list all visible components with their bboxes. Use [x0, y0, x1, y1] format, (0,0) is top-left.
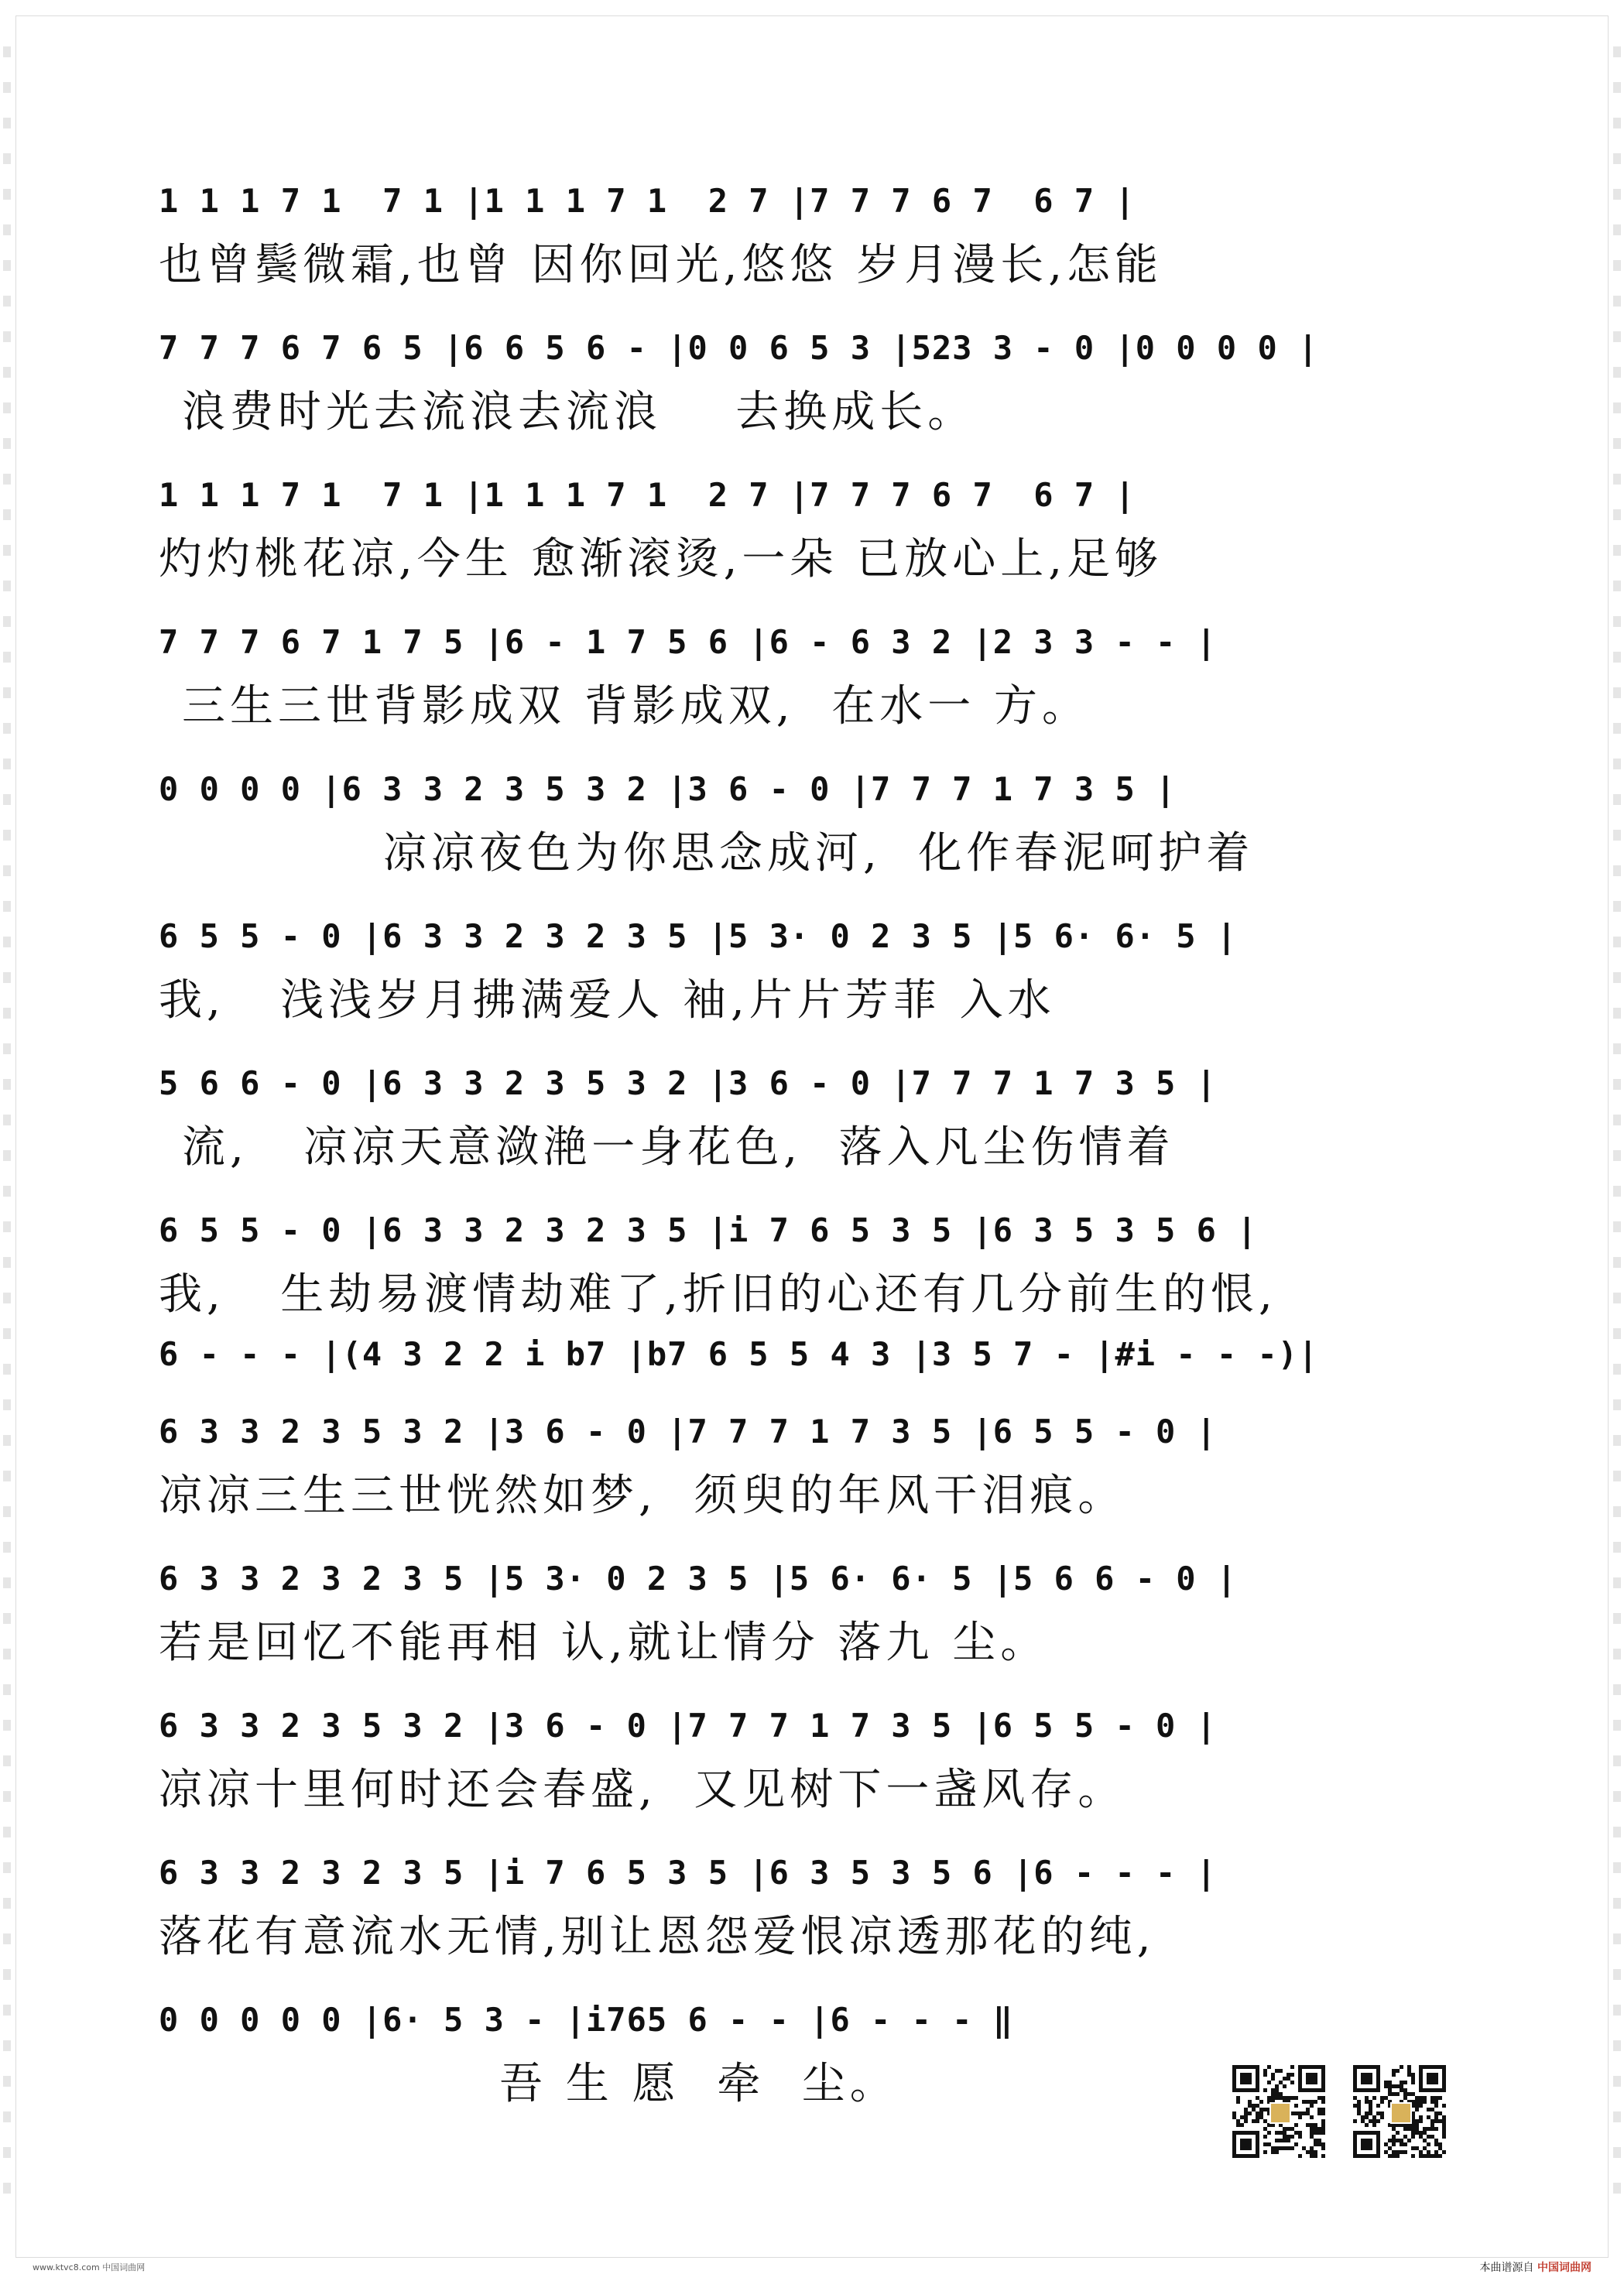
lyrics-line: 吾 生 愿 牵 尘。 [499, 2059, 898, 2109]
lyrics-line: 若是回忆不能再相 认,就让情分 落九 尘。 [159, 1618, 1049, 1668]
lyrics-line: 灼灼桃花凉,今生 愈渐滚烫,一朵 已放心上,足够 [159, 534, 1163, 584]
score-system [159, 464, 1467, 611]
notation-line: 7 7 7 6 7 1 7 5 |6 - 1 7 5 6 |6 - 6 3 2 |2 3 3 - - | [159, 623, 1217, 661]
notation-line: 6 5 5 - 0 |6 3 3 2 3 2 3 5 |5 3· 0 2 3 5 |5 6· 6· 5 | [159, 917, 1238, 955]
footer-credit-prefix: 本曲谱源自 [1479, 2262, 1534, 2274]
watermark-strip-right [1613, 46, 1621, 2214]
score-system [159, 1053, 1467, 1200]
score-system [159, 170, 1467, 317]
lyrics-line: 我, 浅浅岁月拂满爱人 袖,片片芳菲 入水 [159, 975, 1056, 1026]
notation-line: 1 1 1 7 1 7 1 |1 1 1 7 1 2 7 |7 7 7 6 7 6 7 | [159, 476, 1136, 514]
score-system [159, 1842, 1467, 1989]
lyrics-line: 凉凉夜色为你思念成河, 化作春泥呵护着 [383, 828, 1255, 878]
score-system [159, 906, 1467, 1053]
lyrics-line: 落花有意流水无情,别让恩怨爱恨凉透那花的纯, [159, 1912, 1156, 1962]
notation-line: 7 7 7 6 7 6 5 |6 6 5 6 - |0 0 6 5 3 |523 3 - 0 |0 0 0 0 | [159, 329, 1319, 367]
lyrics-line: 凉凉三生三世恍然如梦, 须臾的年风干泪痕。 [159, 1471, 1126, 1521]
lyrics-line: 浪费时光去流浪去流浪 去换成长。 [182, 387, 976, 437]
notation-line: 0 0 0 0 0 |6· 5 3 - |i765 6 - - |6 - - - ‖ [159, 2001, 1014, 2039]
notation-line: 6 5 5 - 0 |6 3 3 2 3 2 3 5 |i 7 6 5 3 5 |6 3 5 3 5 6 | [159, 1211, 1258, 1249]
notation-line: 6 - - - |(4 3 2 2 i b7 |b7 6 5 5 4 3 |3 5 7 - |#i - - -)| [159, 1335, 1319, 1373]
notation-line: 1 1 1 7 1 7 1 |1 1 1 7 1 2 7 |7 7 7 6 7 6 7 | [159, 182, 1136, 220]
score-system [159, 1695, 1467, 1842]
qr-logo-icon [1390, 2102, 1412, 2124]
score-system [159, 1548, 1467, 1695]
notation-line: 5 6 6 - 0 |6 3 3 2 3 5 3 2 |3 6 - 0 |7 7 7 1 7 3 5 | [159, 1064, 1217, 1102]
footer-source-url: www.ktvc8.com 中国词曲网 [33, 2262, 146, 2272]
lyrics-line: 流, 凉凉天意潋滟一身花色, 落入凡尘伤情着 [182, 1122, 1175, 1173]
notation-line: 6 3 3 2 3 2 3 5 |i 7 6 5 3 5 |6 3 5 3 5 6 |6 - - - | [159, 1854, 1217, 1892]
lyrics-line: 我, 生劫易渡情劫难了,折旧的心还有几分前生的恨, [159, 1269, 1277, 1320]
notation-line: 6 3 3 2 3 5 3 2 |3 6 - 0 |7 7 7 1 7 3 5 |6 5 5 - 0 | [159, 1707, 1217, 1745]
notation-line: 6 3 3 2 3 5 3 2 |3 6 - 0 |7 7 7 1 7 3 5 |6 5 5 - 0 | [159, 1413, 1217, 1450]
score-system [159, 317, 1467, 464]
qr-logo-icon [1269, 2102, 1291, 2124]
lyrics-line: 三生三世背影成双 背影成双, 在水一 方。 [182, 681, 1091, 731]
notation-line: 0 0 0 0 |6 3 3 2 3 5 3 2 |3 6 - 0 |7 7 7 1 7 3 5 | [159, 770, 1177, 808]
score-system [159, 611, 1467, 759]
score-system [159, 759, 1467, 906]
footer-brand: 中国词曲网 [1537, 2262, 1591, 2274]
watermark-strip-left [3, 46, 11, 2214]
lyrics-line: 凉凉十里何时还会春盛, 又见树下一盏风存。 [159, 1765, 1126, 1815]
footer-credit [1480, 2259, 1591, 2275]
qr-code-2[interactable] [1353, 2065, 1446, 2158]
lyrics-line: 也曾鬓微霜,也曾 因你回光,悠悠 岁月漫长,怎能 [159, 240, 1163, 290]
notation-line: 6 3 3 2 3 2 3 5 |5 3· 0 2 3 5 |5 6· 6· 5 |5 6 6 - 0 | [159, 1560, 1238, 1598]
score-system [159, 1401, 1467, 1548]
qr-code-1[interactable] [1232, 2065, 1325, 2158]
